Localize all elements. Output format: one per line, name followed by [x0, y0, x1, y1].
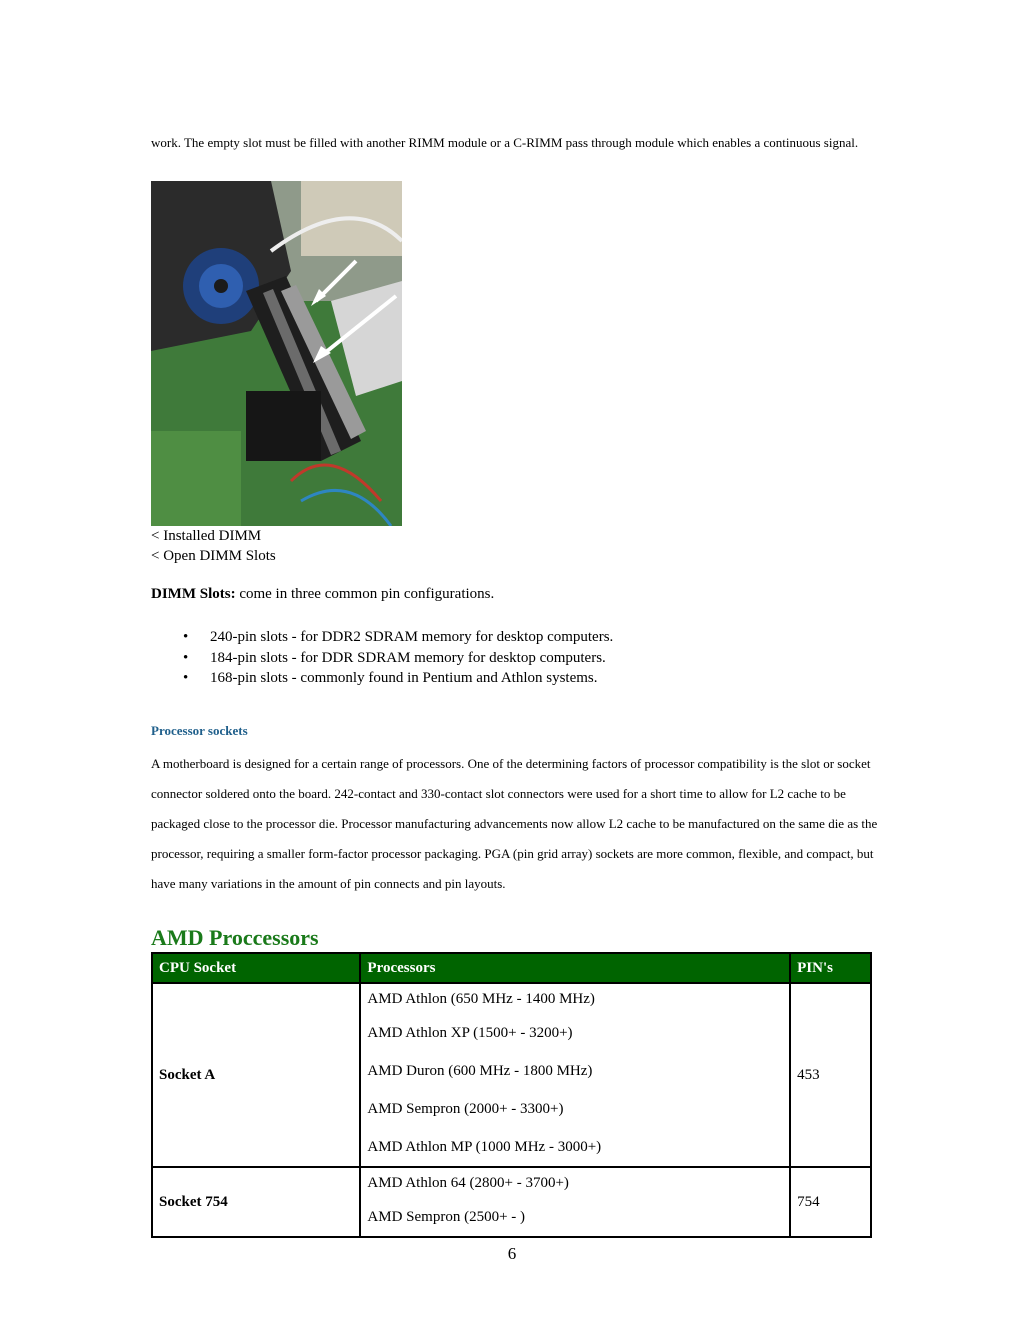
dimm-slots-paragraph	[151, 584, 494, 604]
list-item: • 240-pin slots - for DDR2 SDRAM memory for desktop computers.	[151, 627, 613, 648]
socket-cell: Socket A	[152, 983, 360, 1167]
list-item: • 168-pin slots - commonly found in Pentium and Athlon systems.	[151, 668, 613, 689]
page-number: 6	[507, 1244, 517, 1263]
bullet-icon: •	[183, 670, 189, 686]
processor-sockets-paragraph: A motherboard is designed for a certain range of processors. One of the determining factors of processor compatibility is the slot or socket connector soldered onto the board. 242-contact and 330-contact slot connectors were used for a short time to allow for L2 cache to be packaged close to the processor die. Processor manufacturing advancements now allow L2 cache to be manufactured on the same die as the processor, requiring a smaller form-factor processor packaging. PGA (pin grid array) sockets are more common, flexible, and compact, but have many variations in the amount of pin connects and pin layouts.	[151, 756, 878, 891]
processor-sockets-heading: Processor sockets	[151, 723, 248, 738]
dimm-slots-label: DIMM Slots:	[151, 586, 236, 602]
pins-cell: 754	[790, 1167, 871, 1237]
dimm-slots-text: come in three common pin configurations.	[235, 586, 495, 602]
list-item: • 184-pin slots - for DDR SDRAM memory for desktop computers.	[151, 648, 613, 669]
bullet-icon: •	[183, 629, 189, 645]
motherboard-photo	[151, 181, 402, 526]
intro-paragraph: work. The empty slot must be filled with another RIMM module or a C-RIMM pass through module which enables a continuous signal.	[151, 135, 859, 150]
table-row	[152, 1167, 871, 1237]
caption-open-dimm-slots: < Open DIMM Slots	[151, 548, 276, 564]
amd-processors-table	[151, 952, 872, 1238]
photo-captions	[151, 526, 276, 566]
table-row	[152, 983, 871, 1167]
processors-cell: AMD Athlon 64 (2800+ - 3700+) AMD Sempron (2500+ - )	[360, 1167, 790, 1237]
pins-cell: 453	[790, 983, 871, 1167]
amd-processors-title: AMD Proccessors	[151, 925, 319, 950]
socket-cell: Socket 754	[152, 1167, 360, 1237]
caption-installed-dimm: < Installed DIMM	[151, 528, 262, 544]
processors-cell: AMD Athlon (650 MHz - 1400 MHz) AMD Athlon XP (1500+ - 3200+) AMD Duron (600 MHz - 1800 MHz) AMD Sempron (2000+ - 3300+) AMD Athlon MP (1000 MHz - 3000+)	[360, 983, 790, 1167]
column-header-pins: PIN's	[790, 953, 871, 983]
column-header-cpu-socket: CPU Socket	[152, 953, 360, 983]
bullet-icon: •	[183, 649, 189, 666]
dimm-pin-list	[151, 627, 613, 689]
column-header-processors: Processors	[360, 953, 790, 983]
table-header-row	[152, 953, 871, 983]
